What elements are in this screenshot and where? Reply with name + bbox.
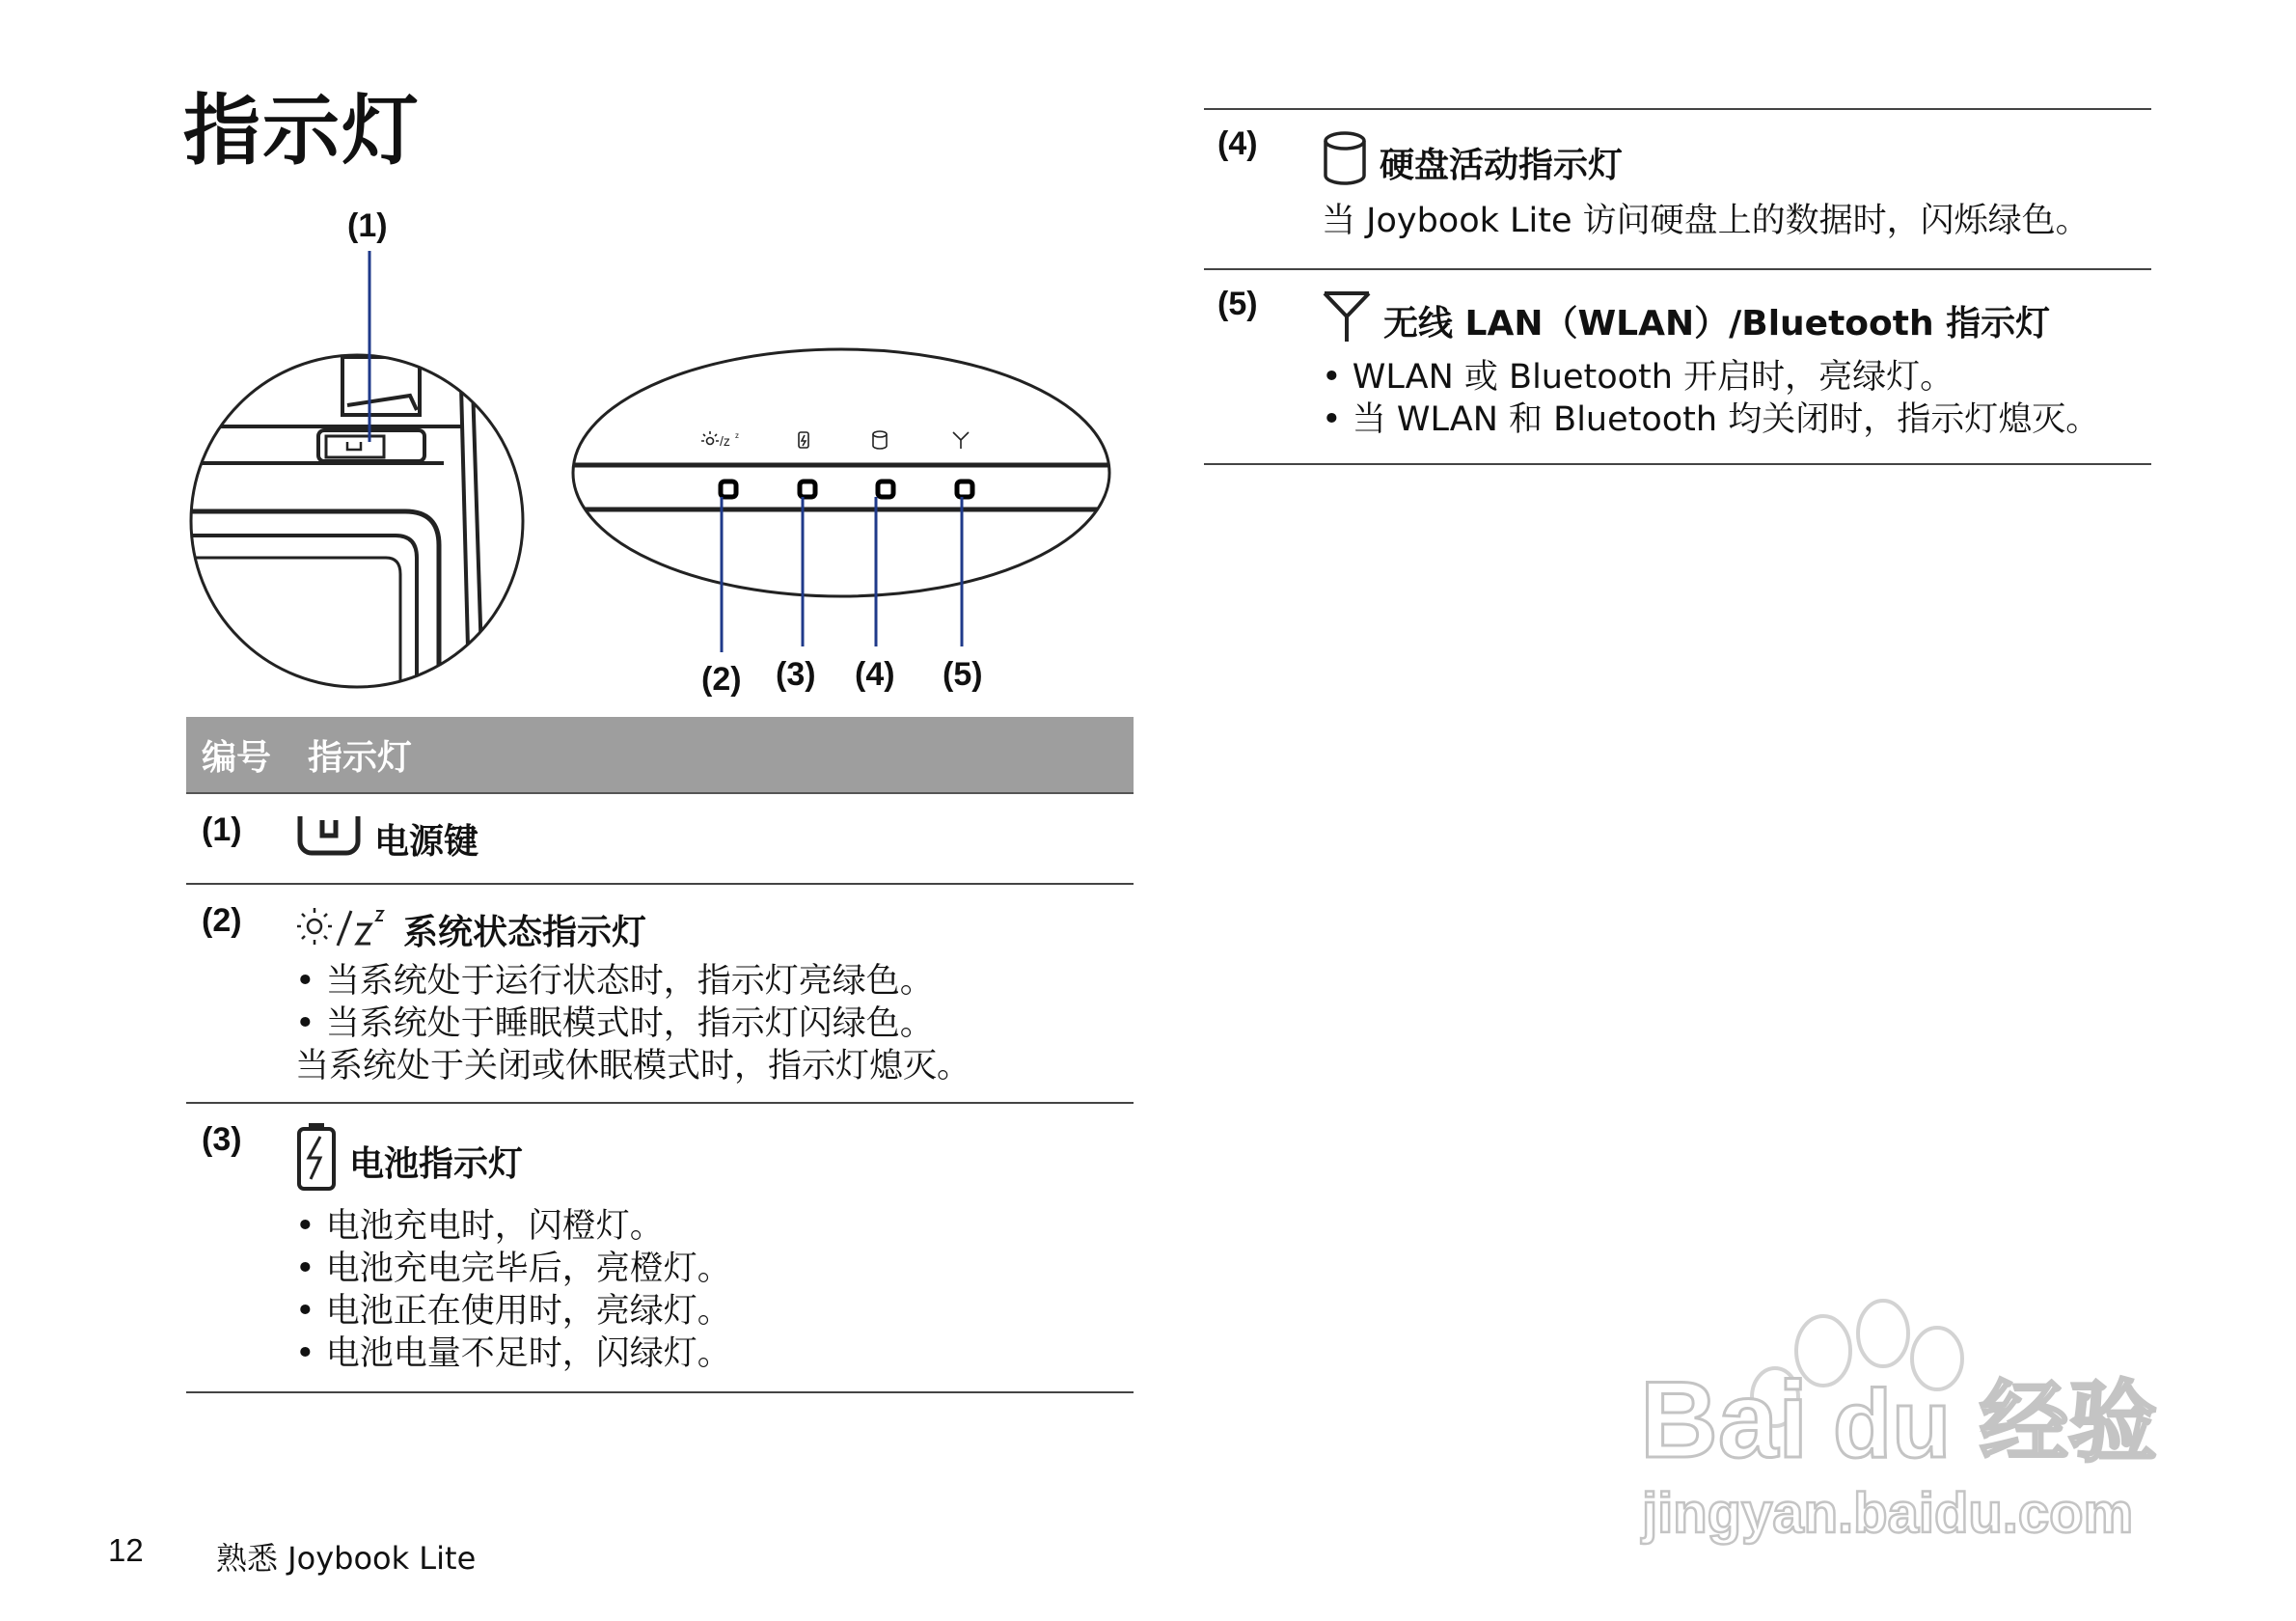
- description-line: • WLAN 或 Bluetooth 开启时，亮绿灯。: [1322, 358, 1954, 397]
- table-header: [186, 717, 1134, 794]
- row-title: 电池指示灯: [349, 1144, 524, 1184]
- callout-4: (4): [855, 656, 895, 693]
- indicator-table: [186, 717, 1134, 1393]
- description-line: • 电池充电完毕后，亮橙灯。: [295, 1250, 731, 1288]
- row-description: [295, 1205, 1134, 1375]
- status-lights-closeup: [550, 349, 1129, 596]
- row-title: 硬盘活动指示灯: [1380, 146, 1624, 185]
- callout-2: (2): [701, 661, 742, 698]
- row-description: [1322, 356, 2151, 441]
- description-line: • 当系统处于运行状态时，指示灯亮绿色。: [295, 962, 934, 1001]
- table-row: [186, 885, 1134, 1104]
- row-heading: [295, 1121, 1134, 1201]
- row-description: [1322, 200, 2151, 242]
- svg-text:/z: /z: [720, 433, 730, 449]
- indicator-table-continued: [1204, 108, 2151, 465]
- row-body: [295, 794, 1134, 883]
- light-holes: [721, 481, 972, 497]
- row-heading: [1322, 129, 2151, 196]
- svg-text:z: z: [735, 431, 739, 440]
- row-number: (5): [1217, 286, 1258, 322]
- indicator-figure: [164, 203, 1129, 704]
- watermark-brand-suffix: du: [1833, 1370, 1952, 1478]
- table-row: [186, 1104, 1134, 1393]
- description-line: • 当系统处于睡眠模式时，指示灯闪绿色。: [295, 1004, 934, 1043]
- power-button-closeup: [164, 355, 523, 704]
- table-row: [186, 794, 1134, 885]
- row-heading: [295, 811, 1134, 865]
- page-number: 12: [108, 1532, 144, 1568]
- table-row: [1204, 268, 2151, 465]
- row-number: (1): [202, 811, 242, 848]
- row-description: [295, 960, 1134, 1087]
- hard-disk-icon: [1322, 129, 1368, 196]
- row-heading: [295, 902, 1134, 956]
- row-title: 无线 LAN（WLAN）/Bluetooth 指示灯: [1383, 304, 2051, 343]
- watermark-product: 经验: [1980, 1371, 2158, 1474]
- page-title: 指示灯: [183, 86, 421, 176]
- callout-3: (3): [776, 656, 816, 693]
- system-status-icon: [295, 903, 392, 956]
- description-line: • 电池充电时，闪橙灯。: [295, 1207, 664, 1246]
- watermark-brand: Bai: [1640, 1360, 1809, 1480]
- row-body: [295, 1104, 1134, 1391]
- watermark-url: jingyan.baidu.com: [1642, 1482, 2134, 1545]
- table-row: [1204, 108, 2151, 268]
- row-number: (2): [202, 902, 242, 939]
- laptop-indicator-diagram: [164, 203, 1129, 704]
- row-title: 系统状态指示灯: [403, 912, 647, 952]
- baidu-watermark: [1630, 1274, 2171, 1563]
- wireless-antenna-icon: [1322, 289, 1372, 352]
- row-body: [1322, 110, 2151, 268]
- header-name: 指示灯: [308, 737, 413, 778]
- header-number: 编号: [202, 737, 272, 778]
- description-line: • 电池正在使用时，亮绿灯。: [295, 1292, 731, 1331]
- callout-1: (1): [347, 207, 388, 244]
- row-heading: [1322, 289, 2151, 352]
- battery-icon: [295, 1121, 338, 1201]
- callout-5: (5): [943, 656, 983, 693]
- description-line: 当系统处于关闭或休眠模式时，指示灯熄灭。: [295, 1047, 971, 1085]
- description-line: • 当 WLAN 和 Bluetooth 均关闭时，指示灯熄灭。: [1322, 400, 2100, 439]
- description-line: • 电池电量不足时，闪绿灯。: [295, 1334, 731, 1373]
- row-title: 电源键: [374, 821, 479, 862]
- row-body: [295, 885, 1134, 1102]
- row-number: (3): [202, 1121, 242, 1158]
- mini-icons: [701, 431, 969, 449]
- row-body: [1322, 270, 2151, 463]
- description-line: 当 Joybook Lite 访问硬盘上的数据时，闪烁绿色。: [1322, 202, 2090, 240]
- footer-text: 熟悉 Joybook Lite: [216, 1540, 477, 1577]
- power-icon: [295, 812, 363, 865]
- row-number: (4): [1217, 125, 1258, 162]
- callout-lines: [369, 251, 962, 652]
